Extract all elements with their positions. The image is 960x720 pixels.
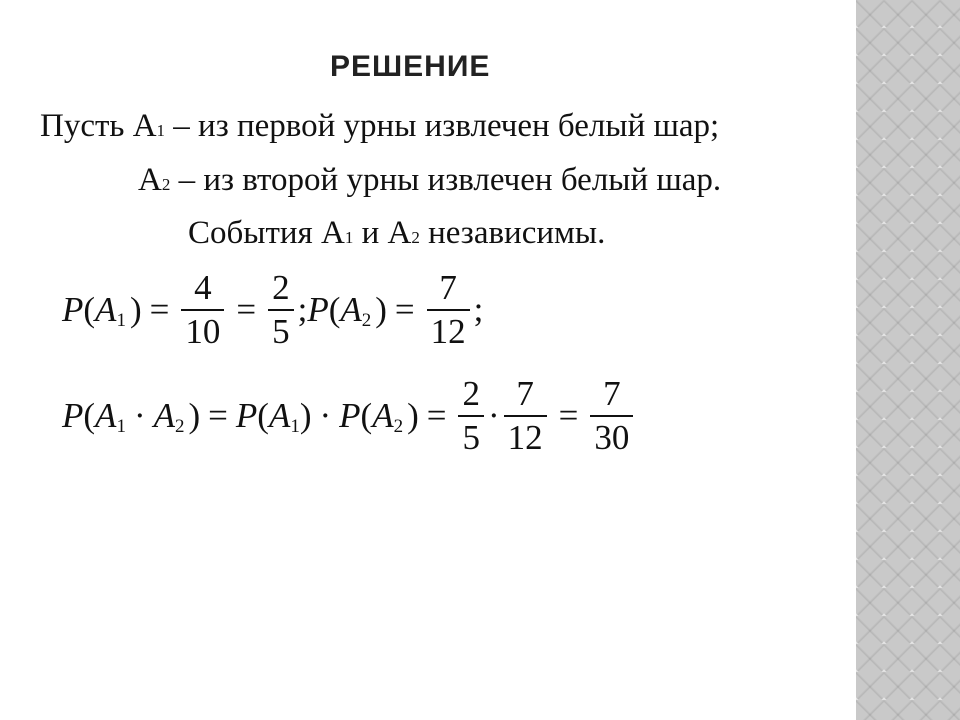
line1-text-a: Пусть А [40, 108, 157, 144]
f2-sub1: 1 [116, 416, 126, 437]
fraction-7-12 [427, 267, 470, 353]
f2-a4: A [372, 396, 394, 435]
f1-eq1: = [149, 290, 170, 329]
f2-close1: ) [188, 396, 201, 435]
f2-close2: ) [299, 396, 312, 435]
f2-sub2: 2 [174, 416, 185, 437]
f1-p1: P [62, 290, 84, 329]
frac-num: 7 [516, 374, 534, 413]
f2-a3: A [268, 396, 291, 435]
f2-eq1: = [208, 396, 228, 435]
line2-subscript: 2 [161, 175, 171, 194]
formula-joint-probability [62, 368, 637, 464]
f2-open3: ( [360, 396, 373, 435]
frac-num: 2 [272, 268, 290, 307]
line1-subscript: 1 [156, 121, 166, 140]
text-line-independence [188, 215, 605, 252]
f1-open2: ( [328, 290, 341, 329]
f2-open1: ( [83, 396, 96, 435]
f2-eq3: = [558, 396, 579, 435]
slide-heading: РЕШЕНИЕ [330, 50, 491, 83]
frac-den: 10 [185, 312, 221, 351]
f2-close3: ) [407, 396, 419, 435]
f1-sub2: 2 [361, 310, 372, 331]
f1-end: ; [473, 290, 484, 329]
frac-num: 7 [603, 374, 621, 413]
frac-num: 4 [194, 268, 212, 307]
fraction-7-12 [504, 373, 547, 459]
f2-dot3: · [487, 396, 500, 435]
line3-subscript-2: 2 [411, 228, 420, 247]
frac-num: 7 [439, 268, 457, 307]
frac-den: 5 [462, 418, 480, 457]
f2-a1: A [95, 396, 117, 435]
f2-open2: ( [257, 396, 269, 435]
f1-close2: ) [375, 290, 387, 329]
line3-text-b: и А [353, 215, 412, 251]
f1-eq3: = [394, 290, 415, 329]
f2-a2: A [153, 396, 175, 435]
f2-dot2: · [319, 396, 332, 435]
frac-den: 12 [507, 418, 543, 457]
decorative-side-panel [856, 0, 960, 720]
frac-den: 12 [430, 312, 466, 351]
f2-sub4: 2 [393, 416, 404, 437]
f2-p2: P [235, 396, 258, 435]
fraction-4-10 [181, 267, 224, 353]
line3-text-a: События А [188, 215, 345, 251]
f2-sub3: 1 [290, 416, 300, 437]
f2-eq2: = [426, 396, 447, 435]
f2-p3: P [339, 396, 361, 435]
f1-close1: ) [129, 290, 142, 329]
frac-num: 2 [462, 374, 480, 413]
frac-den: 5 [272, 312, 290, 351]
f1-a2: A [340, 290, 362, 329]
fraction-2-5 [268, 267, 294, 353]
formula-probabilities [62, 262, 483, 358]
text-line-event-a1 [40, 108, 719, 145]
f1-p2: P [307, 290, 329, 329]
line2-text-a: А [138, 162, 162, 198]
fraction-2-5 [458, 373, 484, 459]
f1-separator: ; [297, 290, 308, 329]
f1-a1: A [95, 290, 117, 329]
line2-text-b: – из второй урны извлечен белый шар. [170, 162, 722, 198]
frac-den: 30 [594, 418, 630, 457]
f1-open1: ( [83, 290, 96, 329]
f1-eq2: = [236, 290, 257, 329]
f1-sub1: 1 [116, 310, 126, 331]
text-line-event-a2 [138, 162, 721, 199]
line3-text-c: независимы. [419, 215, 606, 251]
line1-text-b: – из первой урны извлечен белый шар; [165, 108, 720, 144]
line3-subscript-1: 1 [344, 228, 354, 247]
f2-dot1: · [133, 396, 146, 435]
fraction-7-30 [590, 373, 633, 459]
f2-p1: P [62, 396, 84, 435]
